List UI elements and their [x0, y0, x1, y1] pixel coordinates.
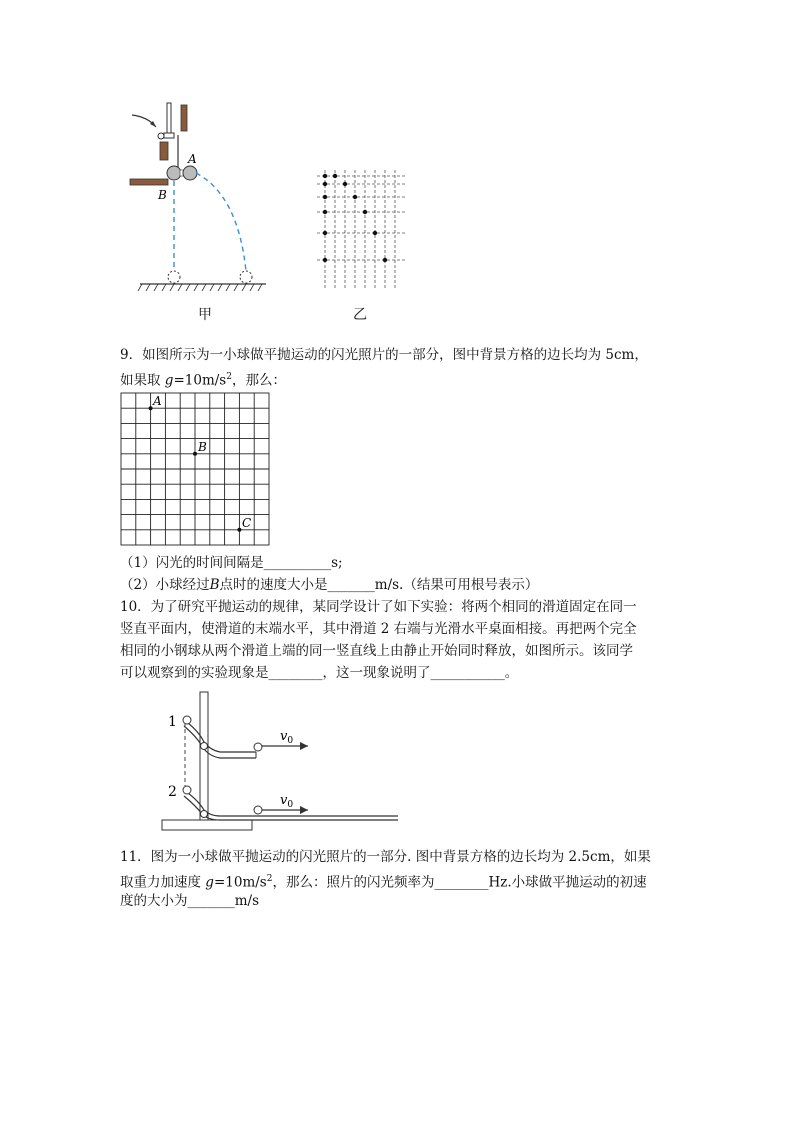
- q11-line1: 11．图为一小球做平抛运动的闪光照片的一部分. 图中背景方格的边长均为 2.5cm，如果: [120, 849, 651, 865]
- q11-line3: 度的大小为_______m/s: [120, 893, 260, 909]
- label-a: A: [188, 152, 197, 166]
- label-b: B: [158, 188, 167, 202]
- q11-line2: 取重力加速度 $g=10m/s^2$，那么：照片的闪光频率为________Hz.小球做平抛运动的初速: [120, 874, 647, 891]
- q9-part1: （1）闪光的时间间隔是__________s;: [120, 555, 343, 571]
- slide-label-2: 2: [168, 784, 177, 800]
- q10-line1: 10．为了研究平抛运动的规律，某同学设计了如下实验：将两个相同的滑道固定在同一: [120, 599, 637, 615]
- slide-label-1: 1: [168, 714, 177, 730]
- figure-slides: [158, 690, 398, 835]
- v0-label-top: $v_0$: [280, 729, 294, 746]
- grid-label-b: B: [198, 440, 207, 454]
- q9-grid: [120, 392, 272, 548]
- caption-jia: 甲: [198, 307, 212, 323]
- q10-line4: 可以观察到的实验现象是________，这一现象说明了___________。: [120, 665, 519, 681]
- q9-part2: （2）小球经过B点时的速度大小是_______m/s.（结果可用根号表示）: [120, 577, 539, 593]
- v0-label-bottom: $v_0$: [280, 793, 294, 810]
- grid-label-a: A: [153, 394, 162, 408]
- figure-jia: [120, 95, 270, 295]
- q10-line3: 相同的小钢球从两个滑道上端的同一竖直线上由静止开始同时释放，如图所示。该同学: [120, 643, 633, 659]
- caption-yi: 乙: [353, 307, 367, 323]
- q9-line1: 9．如图所示为一小球做平抛运动的闪光照片的一部分，图中背景方格的边长均为 5cm，: [120, 347, 648, 363]
- figure-yi: [315, 170, 407, 292]
- grid-label-c: C: [242, 516, 252, 530]
- q9-line2: 如果取 $g=10m/s^2$，那么：: [120, 372, 286, 389]
- q10-line2: 竖直平面内，使滑道的末端水平，其中滑道 2 右端与光滑水平桌面相接。再把两个完全: [120, 621, 637, 637]
